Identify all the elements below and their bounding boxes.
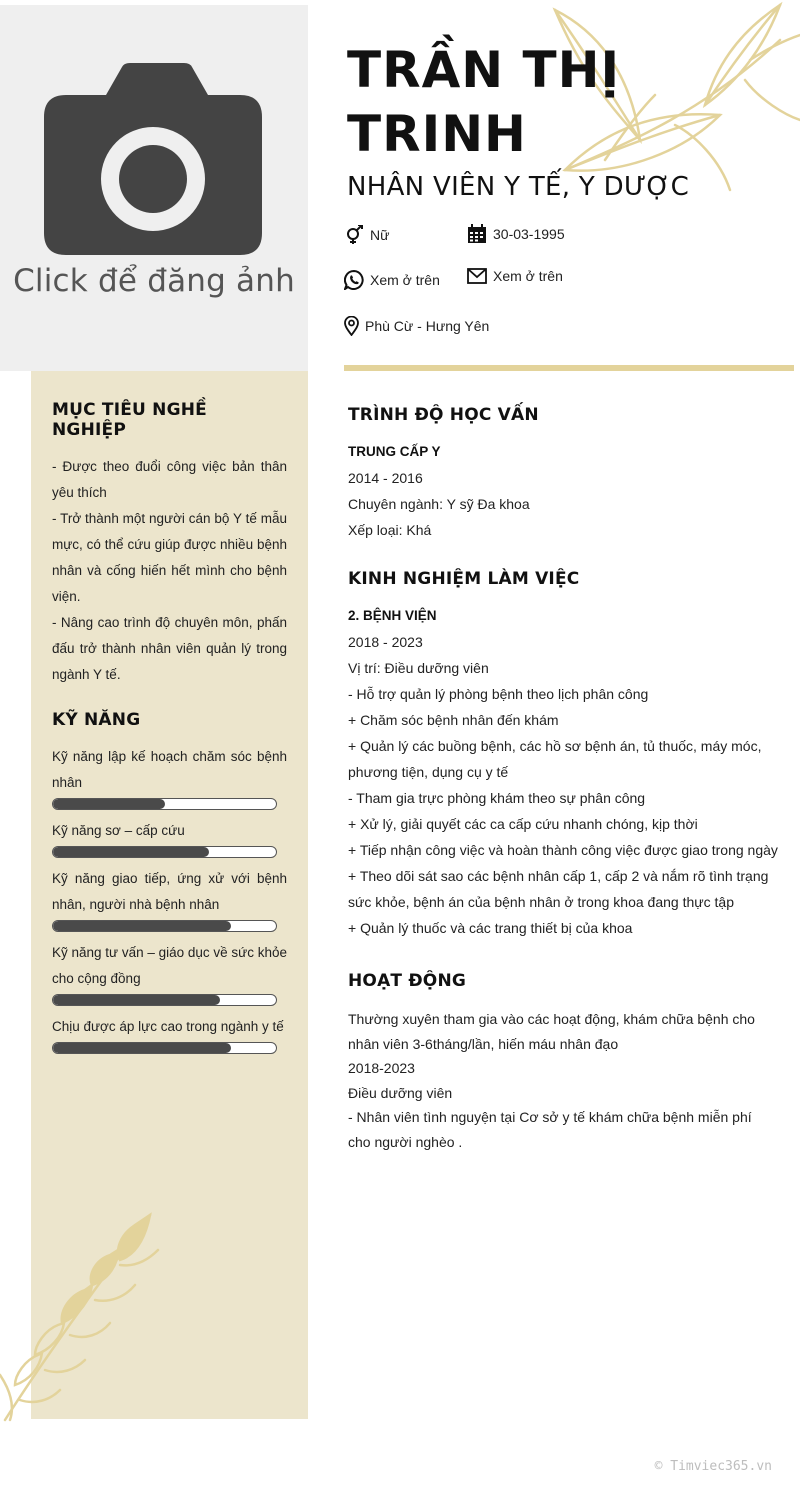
gender-value: Nữ <box>370 227 390 243</box>
watermark: © Timviec365.vn <box>654 1459 772 1474</box>
skills-list <box>52 744 287 1054</box>
objective-body <box>52 454 287 688</box>
experience-line: + Chăm sóc bệnh nhân đến khám <box>348 712 559 728</box>
activity-line: - Nhân viên tình nguyện tại Cơ sở y tế khám chữa bệnh miễn phí cho người nghèo . <box>348 1109 752 1150</box>
experience-line: + Xử lý, giải quyết các ca cấp cứu nhanh chóng, kịp thời <box>348 816 698 832</box>
skill-item <box>52 866 287 932</box>
skill-item <box>52 818 287 858</box>
skill-level-fill <box>53 1043 231 1053</box>
candidate-name-line2: TRINH <box>347 105 527 163</box>
experience-entry <box>348 603 778 941</box>
experience-line: + Tiếp nhận công việc và hoàn thành công việc được giao trong ngày <box>348 842 778 858</box>
candidate-name-line1: TRẦN THỊ <box>347 41 621 99</box>
skill-item <box>52 940 287 1006</box>
address-info <box>344 316 489 336</box>
skills-heading: KỸ NĂNG <box>52 710 141 730</box>
gender-info <box>344 225 389 245</box>
location-pin-icon <box>344 316 359 336</box>
address-value: Phù Cừ - Hưng Yên <box>365 318 490 334</box>
camera-icon <box>44 63 262 255</box>
cv-header <box>347 38 787 202</box>
right-column-content <box>348 405 778 1154</box>
skill-name: Kỹ năng sơ – cấp cứu <box>52 823 185 838</box>
objective-heading: MỤC TIÊU NGHỀ NGHIỆP <box>52 400 207 440</box>
email-info <box>467 268 563 284</box>
gender-icon <box>344 225 364 245</box>
birthdate-info <box>467 224 565 244</box>
left-column-content <box>52 400 287 1062</box>
phone-value: Xem ở trên <box>370 272 440 288</box>
skill-name: Kỹ năng giao tiếp, ứng xử với bệnh nhân, người nhà bệnh nhân <box>52 871 287 912</box>
skill-level-bar <box>52 994 277 1006</box>
education-entry <box>348 439 778 543</box>
skill-level-fill <box>53 799 165 809</box>
skill-level-bar <box>52 920 277 932</box>
photo-upload-area[interactable] <box>0 5 308 371</box>
experience-company: 2. BỆNH VIỆN <box>348 608 437 623</box>
skill-item <box>52 1014 287 1054</box>
skill-level-bar <box>52 1042 277 1054</box>
email-icon <box>467 268 487 284</box>
experience-period: 2018 - 2023 <box>348 634 423 650</box>
birthdate-value: 30-03-1995 <box>493 226 565 242</box>
skill-level-fill <box>53 995 220 1005</box>
calendar-icon <box>467 224 487 244</box>
skill-level-fill <box>53 847 209 857</box>
activities-entry <box>348 1007 778 1154</box>
activity-line: 2018-2023 <box>348 1060 415 1076</box>
activities-heading: HOẠT ĐỘNG <box>348 971 467 991</box>
skill-item <box>52 744 287 810</box>
experience-heading: KINH NGHIỆM LÀM VIỆC <box>348 569 580 589</box>
leaf-decoration-bottom-left <box>0 1205 160 1425</box>
education-heading: TRÌNH ĐỘ HỌC VẤN <box>348 405 539 425</box>
education-period: 2014 - 2016 <box>348 470 423 486</box>
skill-level-bar <box>52 798 277 810</box>
skill-name: Chịu được áp lực cao trong ngành y tế <box>52 1019 284 1034</box>
experience-line: + Quản lý các buồng bệnh, các hồ sơ bệnh án, tủ thuốc, máy móc, phương tiện, dụng cụ y tế <box>348 738 762 780</box>
job-title: NHÂN VIÊN Y TẾ, Y DƯỢC <box>347 172 690 202</box>
activity-line: Điều dưỡng viên <box>348 1084 453 1101</box>
skill-level-fill <box>53 921 231 931</box>
skill-name: Kỹ năng lập kế hoạch chăm sóc bệnh nhân <box>52 749 287 790</box>
education-grade: Xếp loại: Khá <box>348 522 432 538</box>
experience-line: - Hỗ trợ quản lý phòng bệnh theo lịch phân công <box>348 686 649 702</box>
photo-upload-caption[interactable]: Click để đăng ảnh <box>13 263 295 299</box>
skill-name: Kỹ năng tư vấn – giáo dục về sức khỏe cho cộng đồng <box>52 945 287 986</box>
objective-line: - Trở thành một người cán bộ Y tế mẫu mực, có thể cứu giúp được nhiều bệnh nhân và cống hiến hết mình cho bệnh viện. <box>52 511 287 604</box>
education-major: Chuyên ngành: Y sỹ Đa khoa <box>348 496 530 512</box>
skill-level-bar <box>52 846 277 858</box>
experience-line: + Quản lý thuốc và các trang thiết bị của khoa <box>348 920 633 936</box>
whatsapp-phone-icon <box>344 270 364 290</box>
education-school: TRUNG CẤP Y <box>348 444 441 459</box>
objective-line: - Nâng cao trình độ chuyên môn, phấn đấu trở thành nhân viên quản lý trong ngành Y tế. <box>52 615 287 682</box>
email-value: Xem ở trên <box>493 268 563 284</box>
activity-line: Thường xuyên tham gia vào các hoạt động, khám chữa bệnh cho nhân viên 3-6tháng/lần, hiến máu nhân đạo <box>348 1011 755 1052</box>
experience-line: Vị trí: Điều dưỡng viên <box>348 660 489 676</box>
objective-line: - Được theo đuổi công việc bản thân yêu thích <box>52 459 287 500</box>
experience-line: - Tham gia trực phòng khám theo sự phân công <box>348 790 646 806</box>
header-divider <box>344 365 794 371</box>
experience-line: + Theo dõi sát sao các bệnh nhân cấp 1, cấp 2 và nắm rõ tình trạng sức khỏe, bệnh án của bệnh nhân ở trong khoa đang thực tập <box>348 868 769 910</box>
phone-info <box>344 270 440 290</box>
